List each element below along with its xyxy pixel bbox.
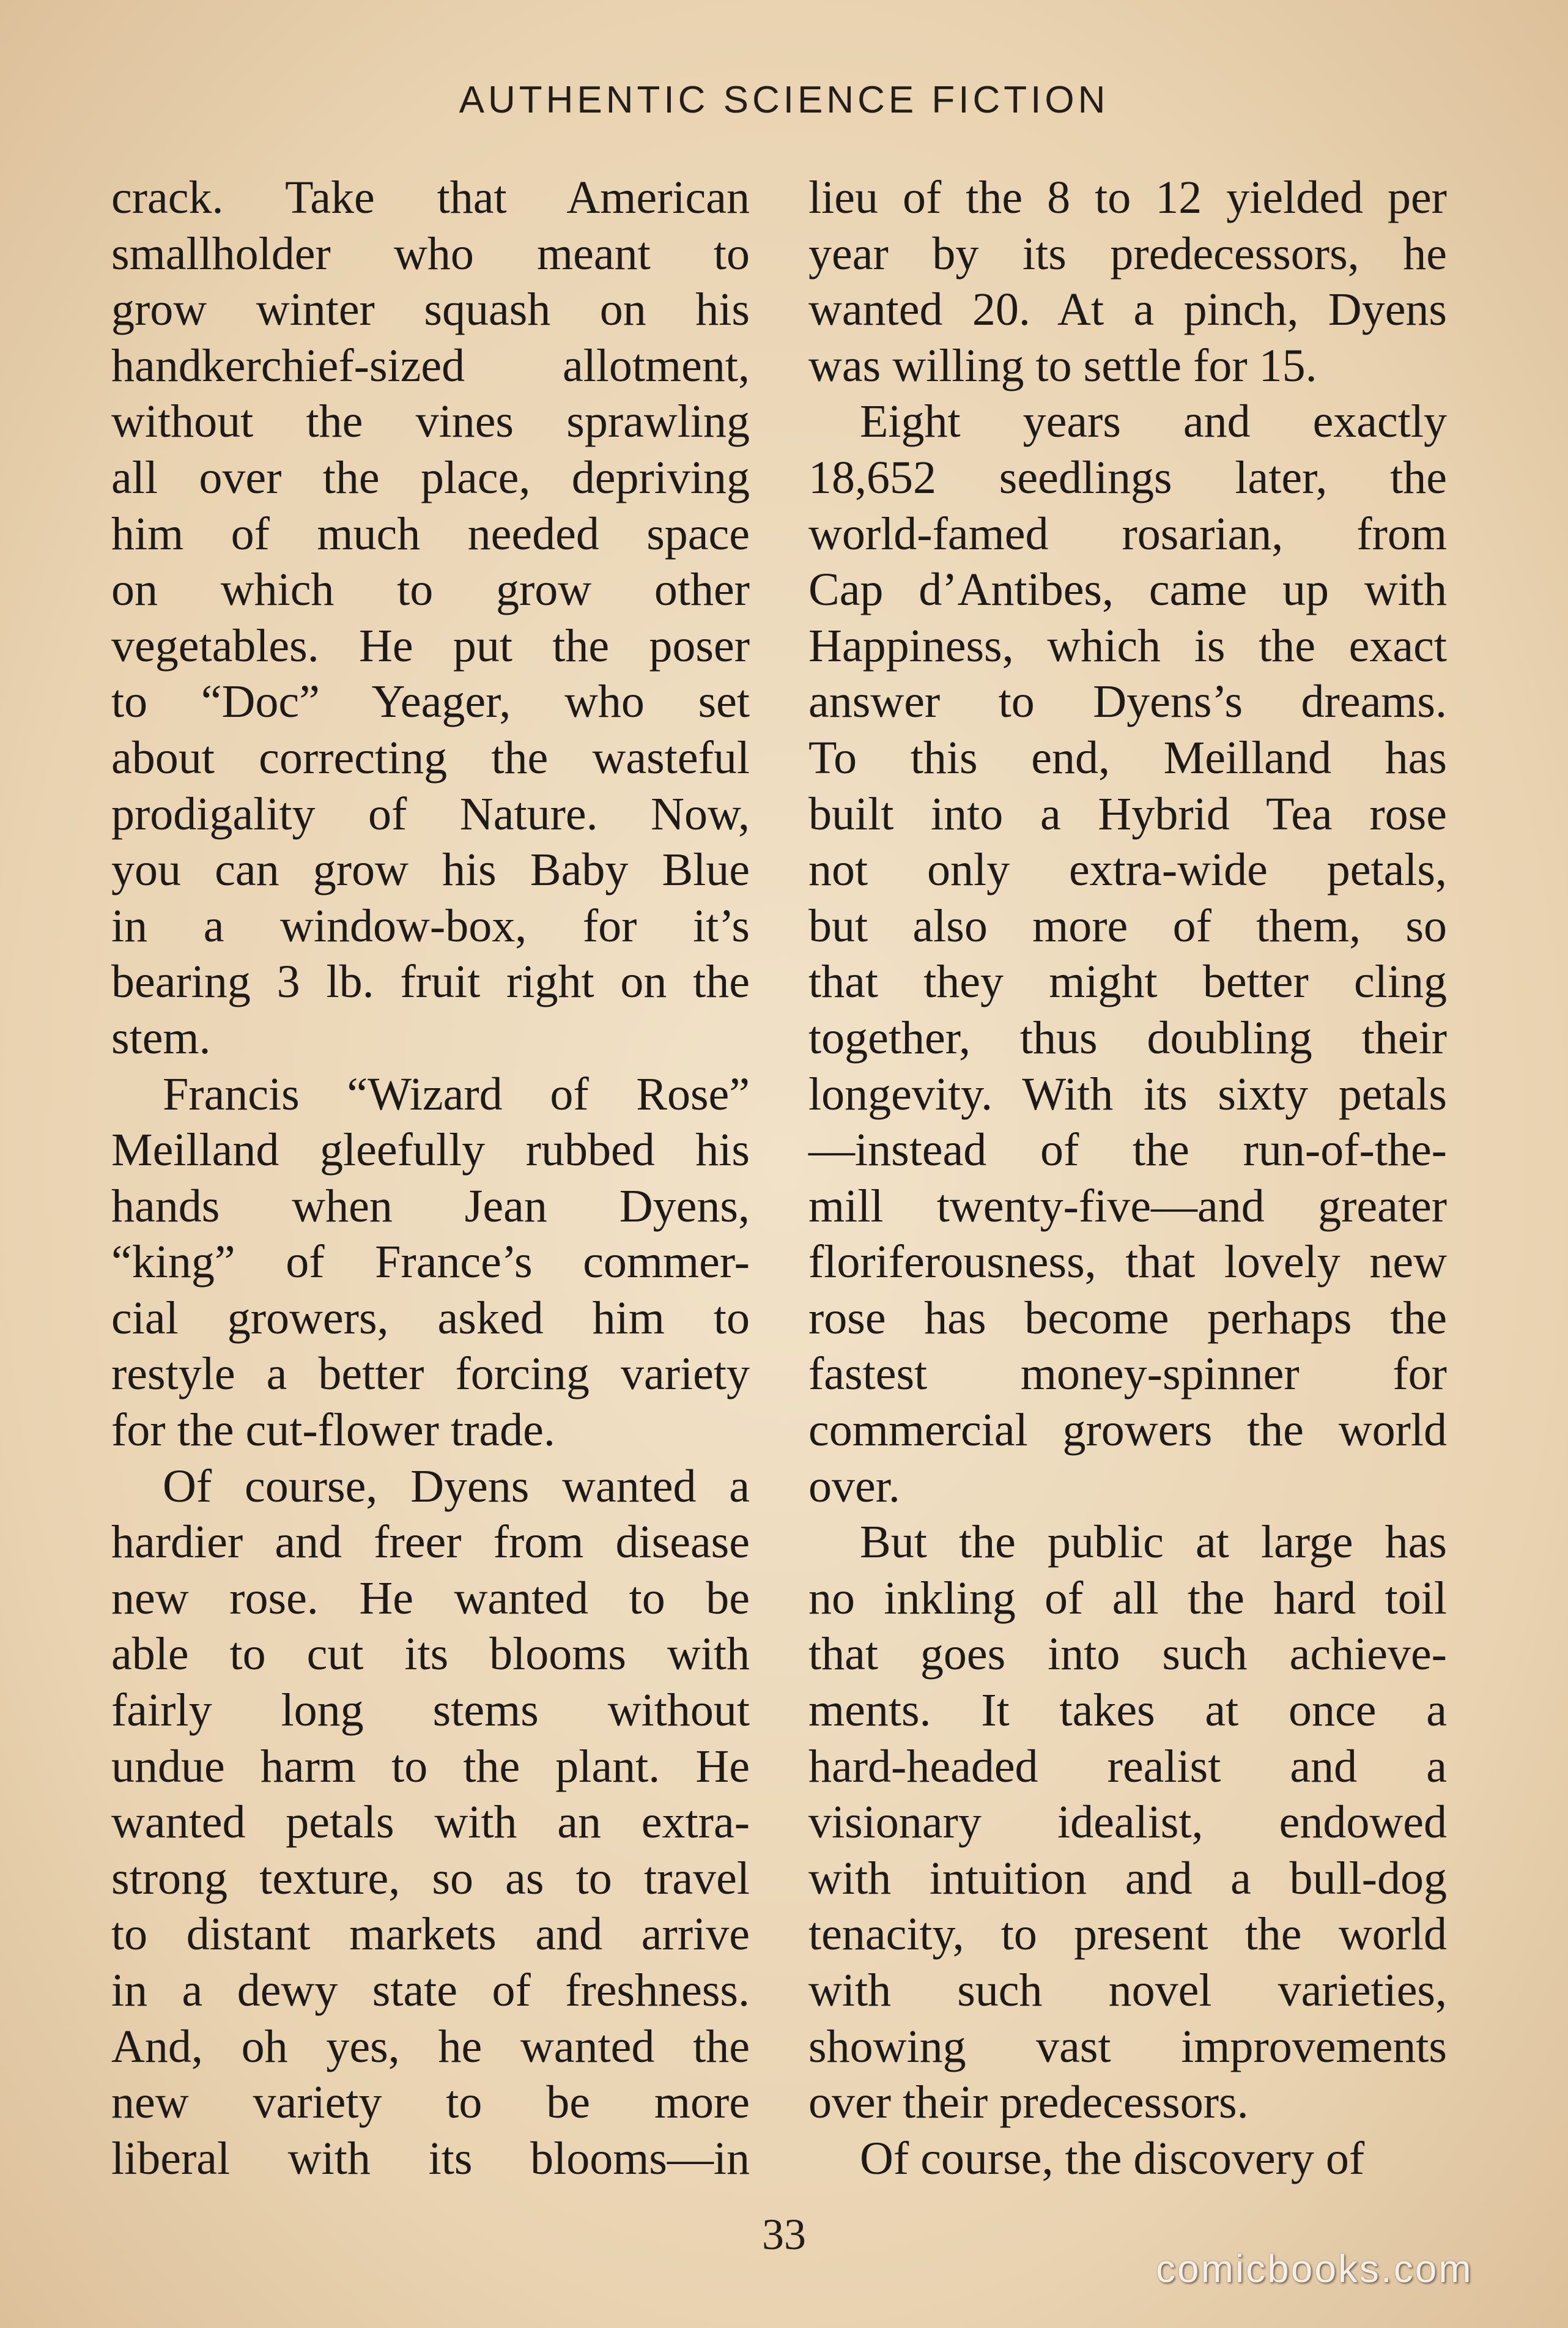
text-line: smallholder who meant to [111,228,750,280]
text-line: fastest money-spinner for [808,1348,1447,1400]
text-line: with intuition and a bull-dog [808,1852,1447,1904]
text-line: “king” of France’s commer- [111,1236,750,1288]
text-line: Of course, Dyens wanted a [163,1460,750,1512]
text-line: no inkling of all the hard toil [808,1572,1447,1624]
text-line: all over the place, depriving [111,451,750,503]
text-line: handkerchief-sized allotment, [111,339,750,391]
text-line: that they might better cling [808,956,1447,1008]
text-line: And, oh yes, he wanted the [111,2020,750,2072]
text-line: answer to Dyens’s dreams. [808,676,1447,728]
text-line: cial growers, asked him to [111,1292,750,1344]
text-line: fairly long stems without [111,1685,750,1737]
text-line: 18,652 seedlings later, the [808,451,1447,503]
text-line: together, thus doubling their [808,1012,1447,1064]
text-line: liberal with its blooms—in [111,2132,750,2184]
text-line: new variety to be more [111,2077,750,2129]
text-line: hands when Jean Dyens, [111,1180,750,1232]
text-line: mill twenty-five—and greater [808,1180,1447,1232]
text-line: To this end, Meilland has [808,732,1447,784]
watermark-logo: comicbooks.com [1156,2247,1473,2291]
text-line: —instead of the run-of-the- [808,1124,1447,1176]
text-line: for the cut-flower trade. [111,1404,555,1456]
running-head: AUTHENTIC SCIENCE FICTION [459,79,1109,121]
text-line: on which to grow other [111,564,750,616]
text-line: bearing 3 lb. fruit right on the [111,956,750,1008]
text-column-left [111,170,750,2187]
text-line: in a dewy state of freshness. [111,1965,750,2016]
text-line: world-famed rosarian, from [808,508,1447,560]
text-line: over. [808,1460,900,1512]
text-line: new rose. He wanted to be [111,1572,750,1624]
text-line: grow winter squash on his [111,284,750,336]
text-line: him of much needed space [111,508,750,560]
text-line: Cap d’Antibes, came up with [808,564,1447,616]
text-line: year by its predecessors, he [808,228,1447,280]
text-line: Of course, the discovery of [860,2132,1365,2184]
text-line: Happiness, which is the exact [808,620,1447,672]
text-line: not only extra-wide petals, [808,844,1447,896]
text-line: hardier and freer from disease [111,1516,750,1568]
text-line: with such novel varieties, [808,1965,1447,2016]
text-line: Meilland gleefully rubbed his [111,1124,750,1176]
text-line: but also more of them, so [808,900,1447,952]
text-line: crack. Take that American [111,172,750,223]
text-line: you can grow his Baby Blue [111,844,750,896]
text-line: stem. [111,1012,211,1064]
text-line: lieu of the 8 to 12 yielded per [808,172,1447,223]
text-line: But the public at large has [860,1516,1447,1568]
text-line: longevity. With its sixty petals [808,1068,1447,1120]
text-line: visionary idealist, endowed [808,1796,1447,1848]
text-line: tenacity, to present the world [808,1908,1447,1960]
text-line: Eight years and exactly [860,396,1447,448]
text-line: hard-headed realist and a [808,1740,1447,1792]
text-line: vegetables. He put the poser [111,620,750,672]
text-line: floriferousness, that lovely new [808,1236,1447,1288]
text-line: commercial growers the world [808,1404,1447,1456]
text-line: over their predecessors. [808,2077,1249,2129]
text-line: able to cut its blooms with [111,1628,750,1680]
page-number: 33 [762,2210,806,2259]
text-line: built into a Hybrid Tea rose [808,788,1447,840]
text-line: restyle a better forcing variety [111,1348,750,1400]
text-line: ments. It takes at once a [808,1685,1447,1737]
text-line: undue harm to the plant. He [111,1740,750,1792]
text-column-right [808,170,1447,2187]
text-line: was willing to settle for 15. [808,339,1317,391]
text-line: strong texture, so as to travel [111,1852,750,1904]
text-line: prodigality of Nature. Now, [111,788,750,840]
text-line: to “Doc” Yeager, who set [111,676,750,728]
text-line: to distant markets and arrive [111,1908,750,1960]
text-line: without the vines sprawling [111,396,750,448]
text-line: Francis “Wizard of Rose” [163,1068,750,1120]
text-line: about correcting the wasteful [111,732,750,784]
text-line: in a window-box, for it’s [111,900,750,952]
text-line: wanted petals with an extra- [111,1796,750,1848]
text-line: wanted 20. At a pinch, Dyens [808,284,1447,336]
text-line: that goes into such achieve- [808,1628,1447,1680]
text-line: rose has become perhaps the [808,1292,1447,1344]
text-line: showing vast improvements [808,2020,1447,2072]
